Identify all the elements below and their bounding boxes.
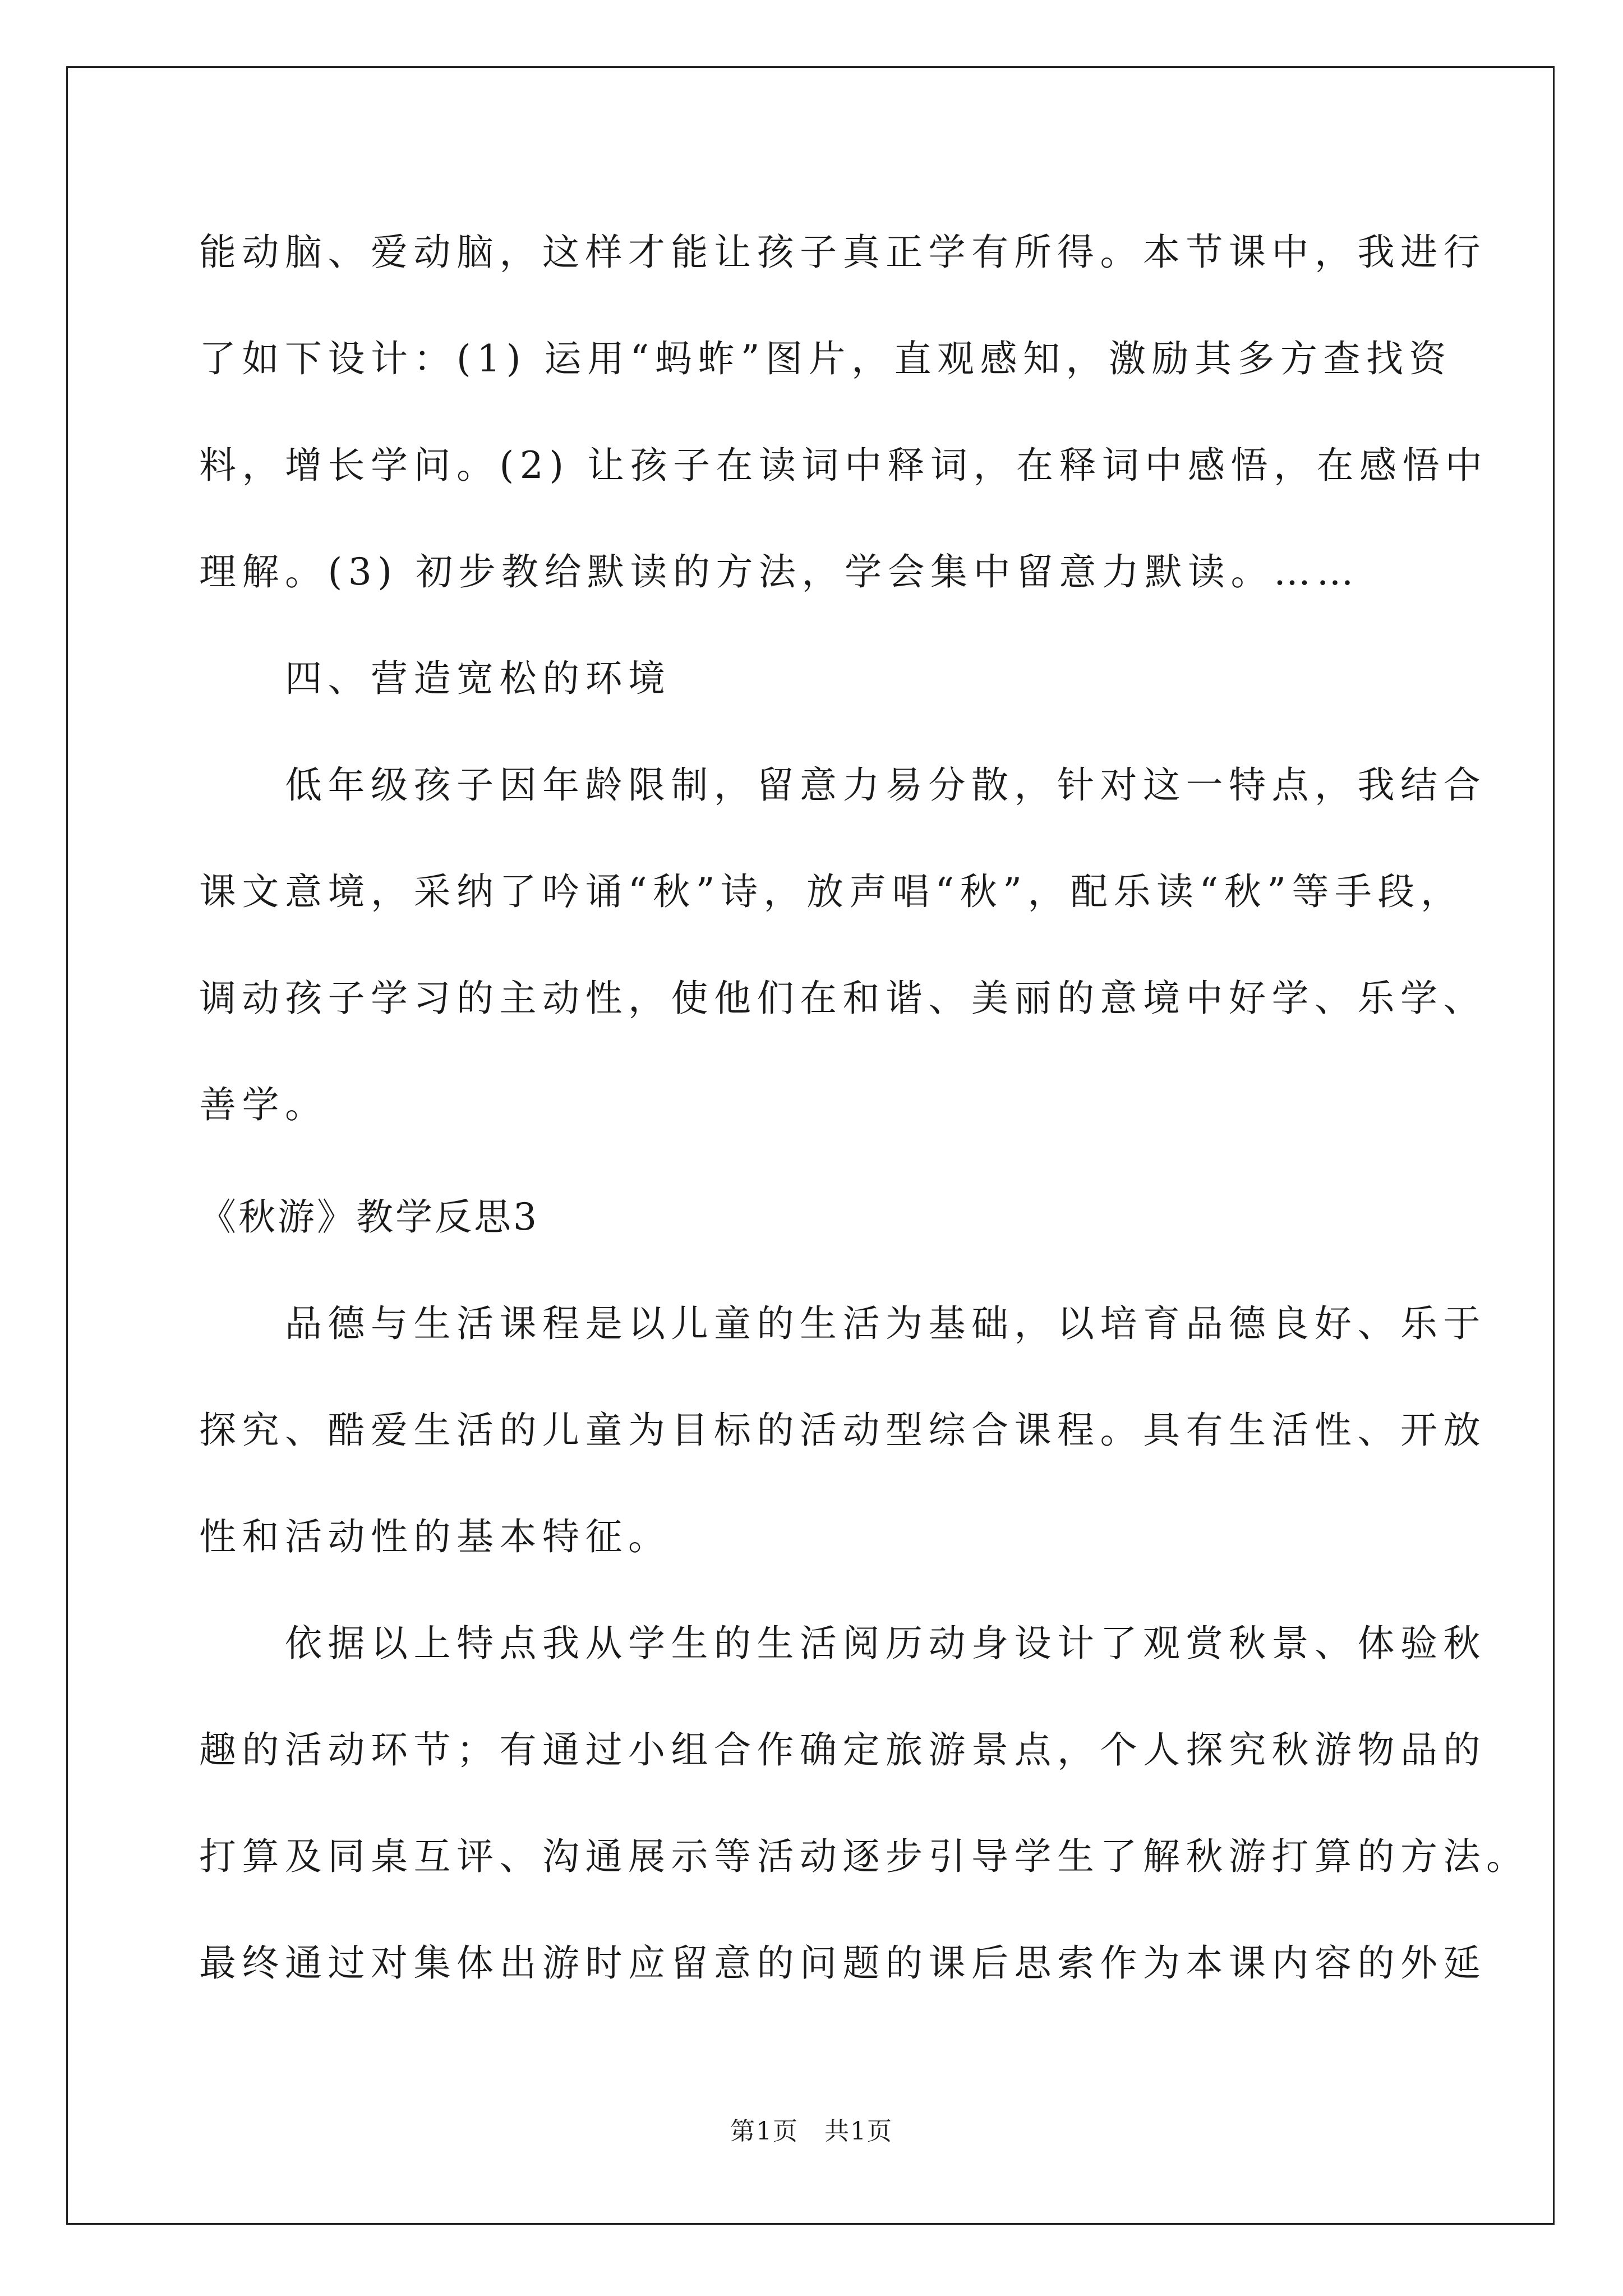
text-line: 善学。 xyxy=(199,1083,328,1126)
text-line: 打算及同桌互评、沟通展示等活动逐步引导学生了解秋游打算的方法。 xyxy=(199,1835,1529,1878)
page-border xyxy=(66,66,1555,2225)
text-line: 趣的活动环节；有通过小组合作确定旅游景点，个人探究秋游物品的 xyxy=(199,1728,1486,1772)
section-heading: 四、营造宽松的环境 xyxy=(199,657,671,700)
text-line: 依据以上特点我从学生的生活阅历动身设计了观赏秋景、体验秋 xyxy=(199,1622,1486,1665)
text-line: 调动孩子学习的主动性，使他们在和谐、美丽的意境中好学、乐学、 xyxy=(199,977,1486,1020)
text-line: 探究、酷爱生活的儿童为目标的活动型综合课程。具有生活性、开放 xyxy=(199,1409,1486,1452)
text-line: 最终通过对集体出游时应留意的问题的课后思索作为本课内容的外延 xyxy=(199,1941,1486,1985)
text-line: 了如下设计：(1) 运用“蚂蚱”图片，直观感知，激励其多方查找资 xyxy=(199,337,1452,380)
text-line: 性和活动性的基本特征。 xyxy=(199,1515,671,1558)
text-line: 理解。(3) 初步教给默读的方法，学会集中留意力默读。…… xyxy=(199,550,1359,593)
text-line: 能动脑、爱动脑，这样才能让孩子真正学有所得。本节课中，我进行 xyxy=(199,231,1486,274)
text-line: 低年级孩子因年龄限制，留意力易分散，针对这一特点，我结合 xyxy=(199,763,1486,807)
text-line: 课文意境，采纳了吟诵“秋”诗，放声唱“秋”，配乐读“秋”等手段， xyxy=(199,870,1464,913)
text-line: 料，增长学问。(2) 让孩子在读词中释词，在释词中感悟，在感悟中 xyxy=(199,444,1488,487)
page-footer: 第1页 共1页 xyxy=(730,2117,893,2146)
text-line: 品德与生活课程是以儿童的生活为基础，以培育品德良好、乐于 xyxy=(199,1302,1486,1345)
article-title: 《秋游》教学反思3 xyxy=(199,1195,539,1239)
